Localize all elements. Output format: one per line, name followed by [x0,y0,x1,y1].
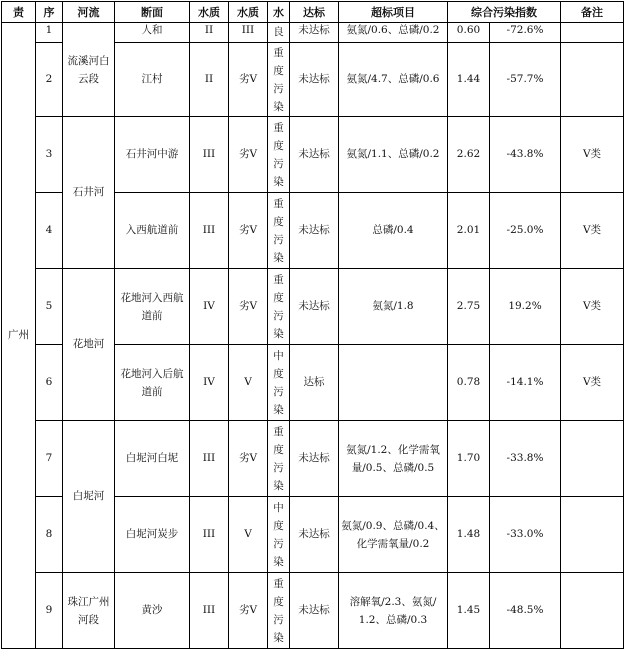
quality-target: II [190,43,229,117]
header-quality-b: 水质 [229,2,268,23]
quality-target: II [190,23,229,43]
row-number: 8 [36,497,63,573]
pollution-index: 1.44 [448,43,490,117]
quality-target: III [190,193,229,269]
quality-target: III [190,117,229,193]
standard-status: 未达标 [290,497,339,573]
river-cell: 白坭河 [63,421,115,573]
pollution-index: 2.01 [448,193,490,269]
pollution-index: 1.45 [448,573,490,649]
quality-actual: 劣V [229,193,268,269]
pollution-status: 中度污染 [268,497,290,573]
section-name: 石井河中游 [115,117,190,193]
remark [561,421,624,497]
quality-actual: 劣V [229,573,268,649]
exceed-items: 总磷/0.4 [339,193,448,269]
exceed-items: 氨氮/1.1、总磷/0.2 [339,117,448,193]
section-name: 江村 [115,43,190,117]
standard-status: 未达标 [290,23,339,43]
standard-status: 达标 [290,345,339,421]
header-pollution-index: 综合污染指数 [448,2,561,23]
exceed-items [339,345,448,421]
pollution-status: 重度污染 [268,421,290,497]
remark [561,497,624,573]
exceed-items: 氨氮/0.9、总磷/0.4、化学需氧量/0.2 [339,497,448,573]
index-change: -57.7% [490,43,561,117]
quality-target: III [190,421,229,497]
standard-status: 未达标 [290,573,339,649]
remark [561,43,624,117]
header-standard: 达标 [290,2,339,23]
row-number: 6 [36,345,63,421]
table-row [2,23,624,43]
standard-status: 未达标 [290,43,339,117]
header-section: 断面 [115,2,190,23]
standard-status: 未达标 [290,117,339,193]
exceed-items: 氨氮/4.7、总磷/0.6 [339,43,448,117]
standard-status: 未达标 [290,421,339,497]
table-row [2,421,624,497]
table-row [2,117,624,193]
header-quality-a: 水质 [190,2,229,23]
pollution-index: 2.62 [448,117,490,193]
section-name: 白坭河炭步 [115,497,190,573]
pollution-index: 0.78 [448,345,490,421]
remark: V类 [561,193,624,269]
header-row [2,2,624,23]
standard-status: 未达标 [290,269,339,345]
water-quality-table [1,1,624,649]
header-water: 水 [268,2,290,23]
index-change: -72.6% [490,23,561,43]
index-change: 19.2% [490,269,561,345]
table-row [2,573,624,649]
city-cell: 广州 [2,23,36,649]
quality-actual: 劣V [229,269,268,345]
row-number: 3 [36,117,63,193]
remark: V类 [561,117,624,193]
quality-actual: III [229,23,268,43]
remark [561,23,624,43]
pollution-status: 良 [268,23,290,43]
table-row [2,269,624,345]
section-name: 花地河入西航道前 [115,269,190,345]
remark: V类 [561,269,624,345]
exceed-items: 氨氮/1.8 [339,269,448,345]
index-change: -43.8% [490,117,561,193]
index-change: -33.0% [490,497,561,573]
quality-actual: V [229,345,268,421]
header-exceed-items: 超标项目 [339,2,448,23]
exceed-items: 溶解氧/2.3、氨氮/1.2、总磷/0.3 [339,573,448,649]
header-seq: 序 [36,2,63,23]
section-name: 入西航道前 [115,193,190,269]
quality-actual: 劣V [229,117,268,193]
remark: V类 [561,345,624,421]
row-number: 9 [36,573,63,649]
pollution-status: 重度污染 [268,269,290,345]
index-change: -25.0% [490,193,561,269]
index-change: -33.8% [490,421,561,497]
section-name: 白坭河白坭 [115,421,190,497]
river-cell: 流溪河白云段 [63,23,115,117]
pollution-index: 0.60 [448,23,490,43]
pollution-index: 1.70 [448,421,490,497]
quality-target: IV [190,345,229,421]
pollution-status: 中度污染 [268,345,290,421]
pollution-status: 重度污染 [268,573,290,649]
pollution-status: 重度污染 [268,43,290,117]
index-change: -48.5% [490,573,561,649]
header-river: 河流 [63,2,115,23]
row-number: 7 [36,421,63,497]
quality-target: III [190,573,229,649]
river-cell: 珠江广州河段 [63,573,115,649]
quality-actual: V [229,497,268,573]
row-number: 4 [36,193,63,269]
pollution-index: 2.75 [448,269,490,345]
section-name: 人和 [115,23,190,43]
row-number: 1 [36,23,63,43]
quality-actual: 劣V [229,421,268,497]
standard-status: 未达标 [290,193,339,269]
quality-actual: 劣V [229,43,268,117]
row-number: 5 [36,269,63,345]
exceed-items: 氨氮/1.2、化学需氧量/0.5、总磷/0.5 [339,421,448,497]
exceed-items: 氨氮/0.6、总磷/0.2 [339,23,448,43]
header-responsible: 责 [2,2,36,23]
section-name: 花地河入后航道前 [115,345,190,421]
pollution-status: 重度污染 [268,193,290,269]
river-cell: 花地河 [63,269,115,421]
index-change: -14.1% [490,345,561,421]
remark [561,573,624,649]
river-cell: 石井河 [63,117,115,269]
quality-target: IV [190,269,229,345]
header-remarks: 备注 [561,2,624,23]
pollution-status: 重度污染 [268,117,290,193]
row-number: 2 [36,43,63,117]
pollution-index: 1.48 [448,497,490,573]
section-name: 黄沙 [115,573,190,649]
quality-target: III [190,497,229,573]
